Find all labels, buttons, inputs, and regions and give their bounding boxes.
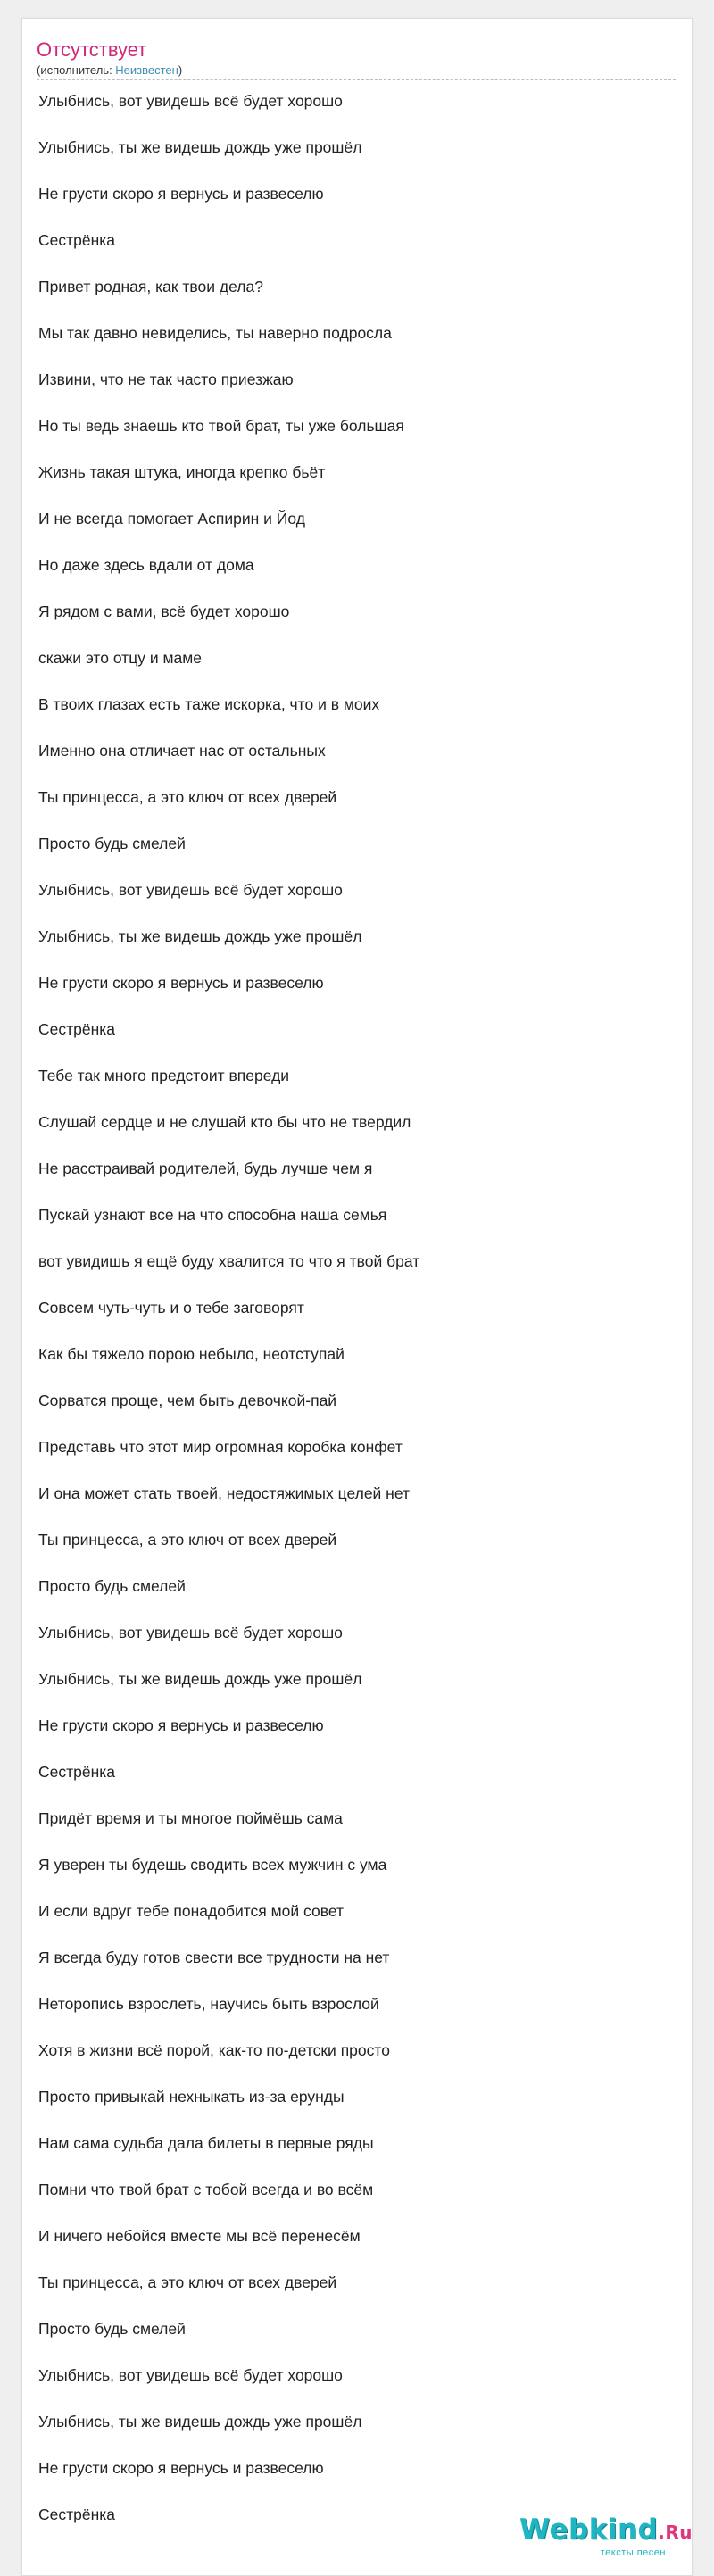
lyric-line: Ты принцесса, а это ключ от всех дверей — [38, 2273, 337, 2291]
lyric-line: Не грусти скоро я вернусь и развеселю — [38, 2459, 324, 2477]
lyric-line: Слушай сердце и не слушай кто бы что не твердил — [38, 1113, 411, 1131]
lyric-line: Придёт время и ты многое поймёшь сама — [38, 1809, 343, 1827]
lyric-line: И ничего небойся вместе мы всё перенесём — [38, 2227, 361, 2245]
lyric-line: Сорватся проще, чем быть девочкой-пай — [38, 1392, 337, 1409]
lyric-line: Я всегда буду готов свести все трудности на нет — [38, 1949, 390, 1966]
lyric-line: Улыбнись, вот увидешь всё будет хорошо — [38, 881, 343, 899]
logo-wordmark — [519, 2515, 693, 2547]
lyric-line: Совсем чуть-чуть и о тебе заговорят — [38, 1299, 304, 1317]
lyric-line: Но ты ведь знаешь кто твой брат, ты уже большая — [38, 417, 404, 435]
lyric-line: Улыбнись, ты же видешь дождь уже прошёл — [38, 2413, 362, 2431]
logo-tld: .Ru — [658, 2522, 693, 2543]
lyric-line: Я рядом с вами, всё будет хорошо — [38, 602, 290, 620]
lyric-line: Не расстраивай родителей, будь лучше чем я — [38, 1159, 373, 1177]
lyric-line: Хотя в жизни всё порой, как-то по-детски просто — [38, 2041, 390, 2059]
lyric-line: Улыбнись, вот увидешь всё будет хорошо — [38, 92, 343, 110]
lyric-line: скажи это отцу и маме — [38, 649, 202, 667]
song-header — [37, 38, 676, 80]
site-logo[interactable] — [519, 2515, 693, 2558]
lyric-line: Просто будь смелей — [38, 835, 186, 852]
lyric-line: Именно она отличает нас от остальных — [38, 742, 326, 760]
lyric-line: Сестрёнка — [38, 1763, 116, 1781]
lyric-line: Неторопись взрослеть, научись быть взрослой — [38, 1995, 379, 2013]
lyric-line: И не всегда помогает Аспирин и Йод — [38, 510, 305, 528]
lyric-line: Помни что твой брат с тобой всегда и во всём — [38, 2181, 374, 2198]
lyric-line: Ты принцесса, а это ключ от всех дверей — [38, 1531, 337, 1549]
lyric-line: И если вдруг тебе понадобится мой совет — [38, 1902, 344, 1920]
logo-tagline: тексты песен — [600, 2547, 666, 2558]
lyric-line: Извини, что не так часто приезжаю — [38, 370, 294, 388]
lyric-line: Не грусти скоро я вернусь и развеселю — [38, 1716, 324, 1734]
lyrics-card — [21, 18, 693, 2576]
lyric-line: Не грусти скоро я вернусь и развеселю — [38, 185, 324, 203]
lyric-line: Улыбнись, вот увидешь всё будет хорошо — [38, 1624, 343, 1641]
lyric-line: Улыбнись, ты же видешь дождь уже прошёл — [38, 1670, 362, 1688]
lyric-line: Просто будь смелей — [38, 1577, 186, 1595]
lyric-line: Тебе так много предстоит впереди — [38, 1067, 290, 1084]
lyric-line: Жизнь такая штука, иногда крепко бьёт — [38, 463, 326, 481]
lyric-line: Привет родная, как твои дела? — [38, 278, 263, 295]
lyric-line: Я уверен ты будешь сводить всех мужчин с ума — [38, 1856, 387, 1874]
lyric-line: Пускай узнают все на что способна наша семья — [38, 1206, 387, 1224]
lyric-line: Сестрёнка — [38, 231, 116, 249]
lyric-line: Просто привыкай нехныкать из-за ерунды — [38, 2088, 345, 2106]
lyric-line: Сестрёнка — [38, 2505, 116, 2523]
artist-suffix: ) — [178, 63, 183, 77]
logo-name: Webkind — [519, 2514, 659, 2546]
lyric-line: Сестрёнка — [38, 1020, 116, 1038]
lyric-line: Ты принцесса, а это ключ от всех дверей — [38, 788, 337, 806]
lyric-line: Улыбнись, ты же видешь дождь уже прошёл — [38, 138, 362, 156]
artist-link[interactable]: Неизвестен — [115, 63, 178, 77]
lyric-line: Мы так давно невиделись, ты наверно подросла — [38, 324, 392, 342]
lyric-line: Просто будь смелей — [38, 2320, 186, 2338]
lyric-line: Не грусти скоро я вернусь и развеселю — [38, 974, 324, 992]
lyric-line: Как бы тяжело порою небыло, неотступай — [38, 1345, 345, 1363]
lyric-line: Но даже здесь вдали от дома — [38, 556, 254, 574]
lyric-line: В твоих глазах есть таже искорка, что и в моих — [38, 695, 380, 713]
artist-prefix: (исполнитель: — [37, 63, 116, 77]
song-title: Отсутствует — [37, 38, 147, 61]
artist-line — [37, 63, 676, 80]
lyric-line: Нам сама судьба дала билеты в первые ряды — [38, 2134, 374, 2152]
lyric-line: Представь что этот мир огромная коробка конфет — [38, 1438, 403, 1456]
lyric-line: Улыбнись, ты же видешь дождь уже прошёл — [38, 927, 362, 945]
lyrics-body — [38, 90, 672, 2550]
lyric-line: Улыбнись, вот увидешь всё будет хорошо — [38, 2366, 343, 2384]
lyric-line: И она может стать твоей, недостяжимых целей нет — [38, 1484, 411, 1502]
lyric-line: вот увидишь я ещё буду хвалится то что я твой брат — [38, 1252, 420, 1270]
